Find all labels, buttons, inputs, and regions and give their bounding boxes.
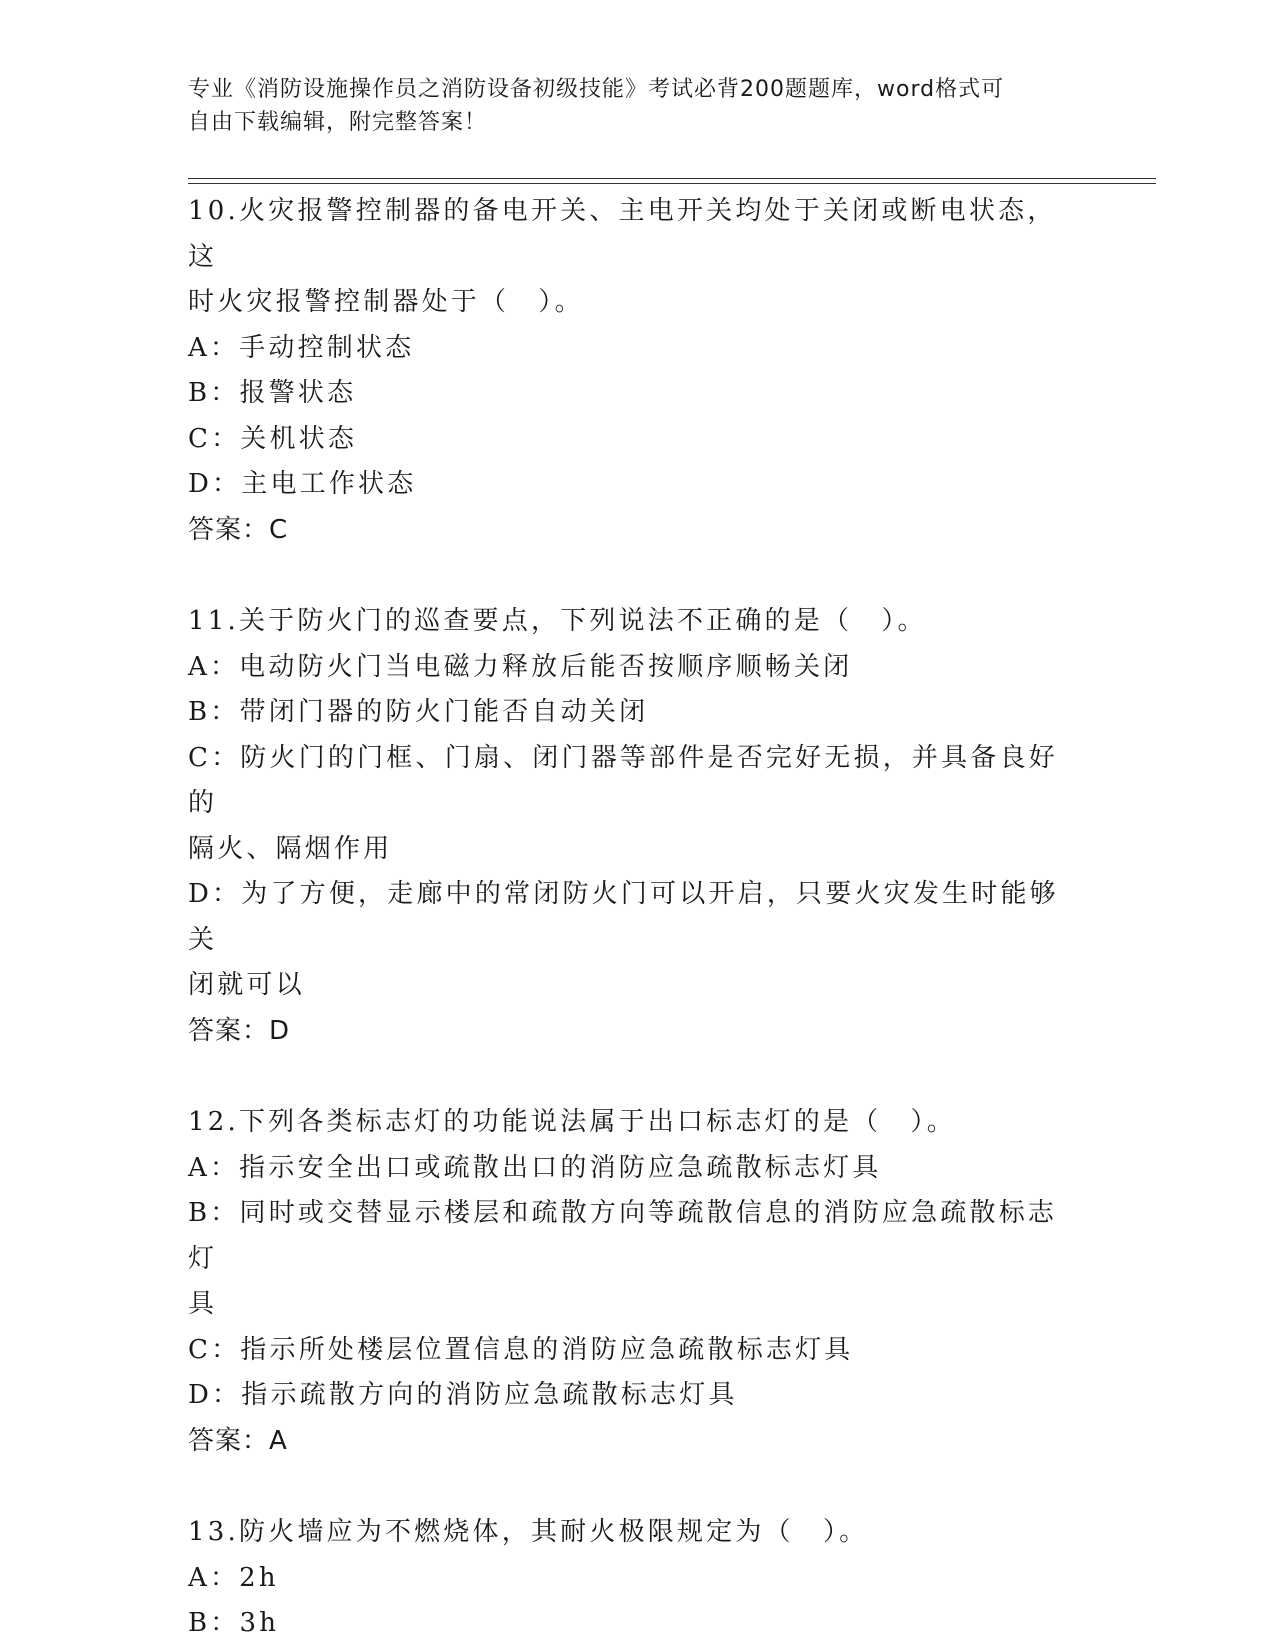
answer-line: 答案：C xyxy=(188,514,289,545)
question-12 xyxy=(188,1100,1078,1464)
header-line-1: 专业《消防设施操作员之消防设备初级技能》考试必背200题题库，word格式可 xyxy=(188,77,1005,102)
question-stem: 11.关于防火门的巡查要点，下列说法不正确的是（ ）。 xyxy=(188,606,927,636)
option-a: A：指示安全出口或疏散出口的消防应急疏散标志灯具 xyxy=(188,1152,882,1183)
document-header xyxy=(188,73,1068,139)
option-a: A：2h xyxy=(188,1562,279,1593)
option-b: B：报警状态 xyxy=(188,378,357,408)
question-10 xyxy=(188,189,1078,553)
option-b: B：带闭门器的防火门能否自动关闭 xyxy=(188,697,649,727)
option-d: D：为了方便，走廊中的常闭防火门可以开启，只要火灾发生时能够关 xyxy=(188,879,1059,955)
question-11 xyxy=(188,599,1078,1054)
question-stem: 10.火灾报警控制器的备电开关、主电开关均处于关闭或断电状态，这 xyxy=(188,196,1057,272)
question-stem: 12.下列各类标志灯的功能说法属于出口标志灯的是（ ）。 xyxy=(188,1107,956,1137)
option-d: D：主电工作状态 xyxy=(188,469,417,499)
question-stem: 13.防火墙应为不燃烧体，其耐火极限规定为（ ）。 xyxy=(188,1517,869,1547)
option-a: A：电动防火门当电磁力释放后能否按顺序顺畅关闭 xyxy=(188,651,853,682)
question-list xyxy=(188,189,1078,1647)
answer-line: 答案：A xyxy=(188,1425,288,1456)
question-13 xyxy=(188,1510,1078,1647)
option-c-continued: 隔火、隔烟作用 xyxy=(188,833,393,864)
option-d: D：指示疏散方向的消防应急疏散标志灯具 xyxy=(188,1380,738,1410)
option-c: C：防火门的门框、门扇、闭门器等部件是否完好无损，并具备良好的 xyxy=(188,742,1058,818)
option-c: C：指示所处楼层位置信息的消防应急疏散标志灯具 xyxy=(188,1334,854,1365)
option-c: C：关机状态 xyxy=(188,423,358,454)
question-stem: 时火灾报警控制器处于（ ）。 xyxy=(188,287,584,317)
option-b: B：同时或交替显示楼层和疏散方向等疏散信息的消防应急疏散标志灯 xyxy=(188,1198,1058,1274)
header-line-2: 自由下载编辑，附完整答案！ xyxy=(188,110,488,135)
answer-line: 答案：D xyxy=(188,1015,291,1046)
option-d-continued: 闭就可以 xyxy=(188,970,305,1000)
option-a: A：手动控制状态 xyxy=(188,332,415,363)
option-b: B：3h xyxy=(188,1608,280,1638)
header-rule-top xyxy=(188,178,1156,179)
header-rule-bottom xyxy=(188,183,1156,184)
option-b-continued: 具 xyxy=(188,1289,218,1319)
